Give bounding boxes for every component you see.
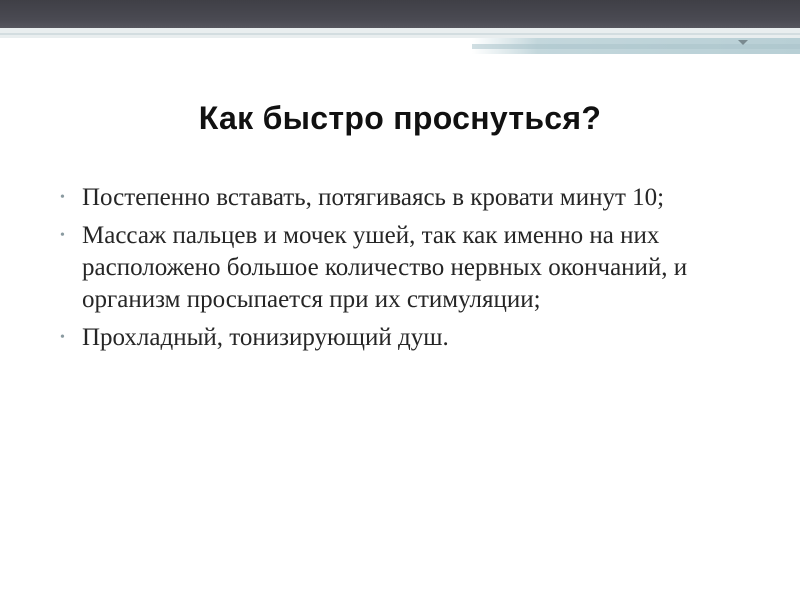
top-dark-band — [0, 0, 800, 28]
slide-title: Как быстро проснуться? — [198, 100, 602, 136]
top-divider-line — [0, 33, 800, 35]
bullet-text: Массаж пальцев и мочек ушей, так как именно на них расположено большое количество нервных окончаний, и организм просыпается при их стимуляции; — [82, 222, 688, 313]
bullet-item — [60, 322, 760, 354]
top-accent-stripe — [472, 44, 800, 49]
bullet-item — [60, 182, 760, 214]
bullet-item — [60, 220, 760, 316]
bullet-dot-icon: • — [60, 190, 65, 205]
bullet-dot-icon: • — [60, 330, 65, 345]
bullet-list — [60, 182, 760, 360]
bullet-dot-icon: • — [60, 228, 65, 243]
decorative-triangle-icon — [738, 40, 748, 45]
bullet-text: Прохладный, тонизирующий душ. — [82, 324, 449, 351]
bullet-text: Постепенно вставать, потягиваясь в кровати минут 10; — [82, 184, 665, 211]
